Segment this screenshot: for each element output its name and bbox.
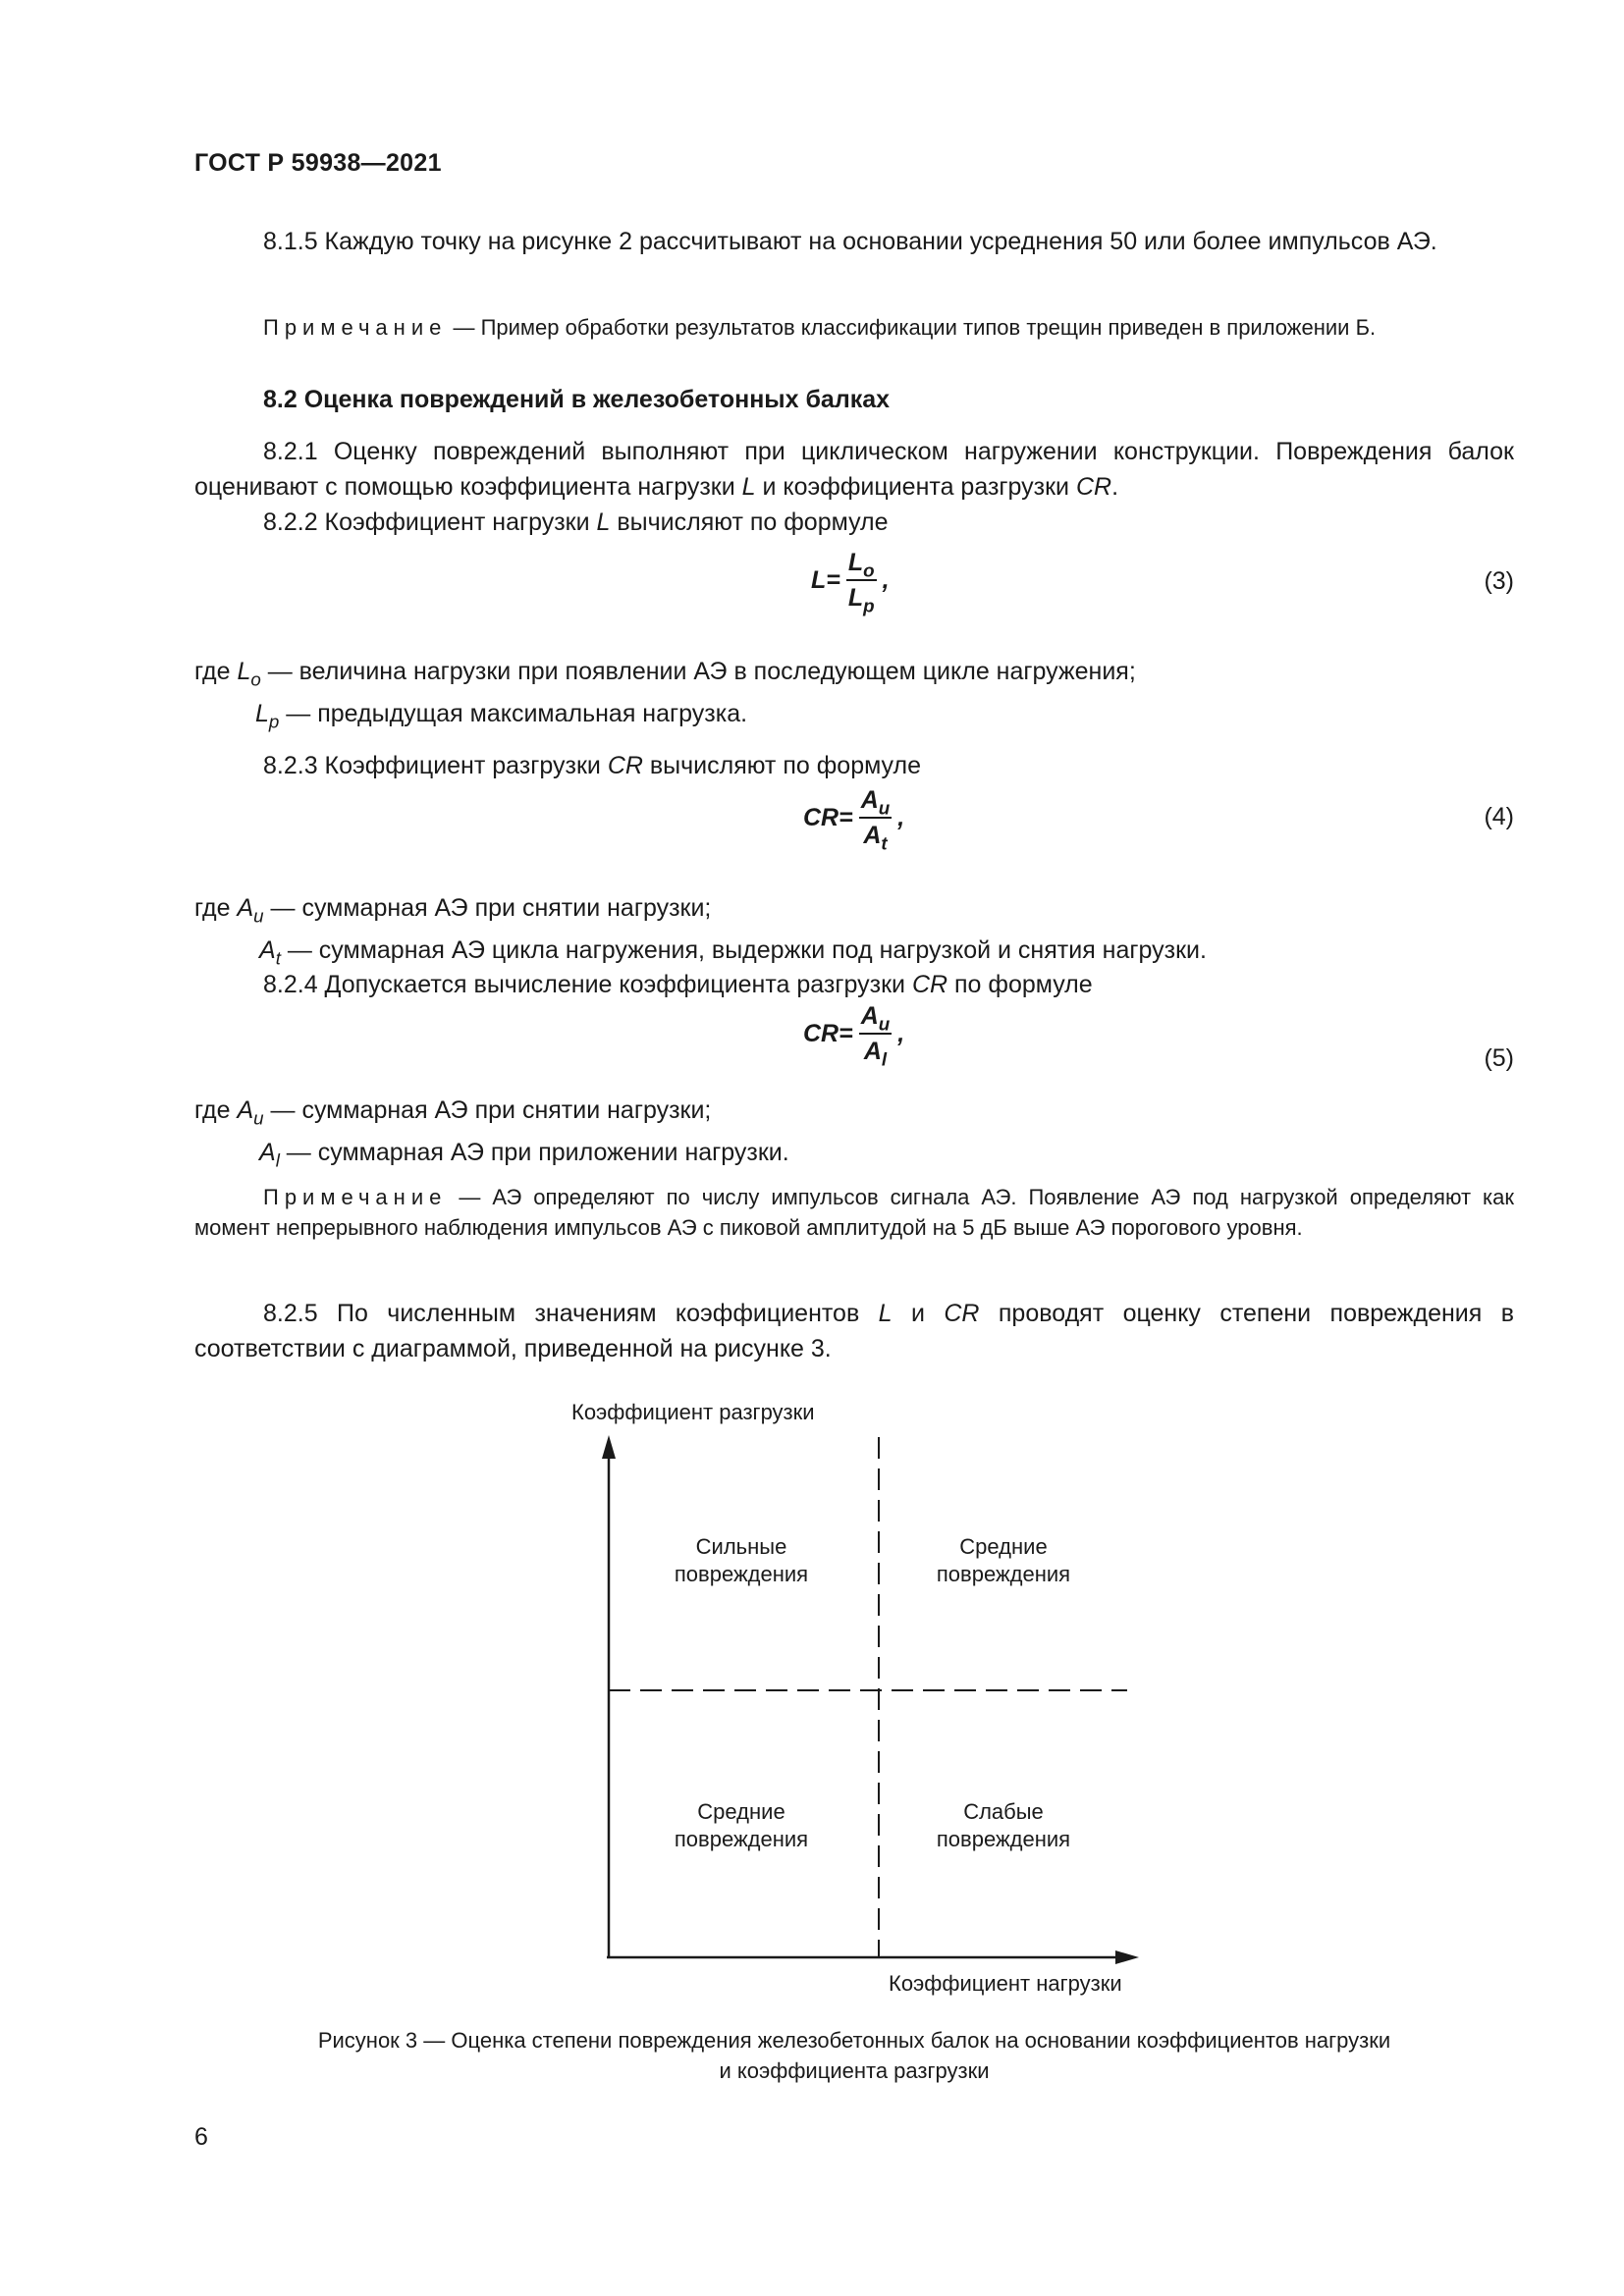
formula-5-tail: , (897, 1019, 905, 1047)
p822-var-l: L (596, 508, 611, 536)
formula-4-tail: , (897, 803, 905, 831)
quadrant-top-right-line-2: повреждения (936, 1562, 1071, 1586)
formula-4-num-sub: u (878, 797, 891, 819)
quadrant-top-left-line-2: повреждения (674, 1562, 809, 1586)
where-5b-text: — суммарная АЭ при приложении нагрузки. (279, 1139, 789, 1166)
note-1-label: Примечание (263, 315, 448, 340)
p824-text-end: по формуле (947, 971, 1093, 998)
where-5-text: — суммарная АЭ при снятии нагрузки; (263, 1096, 712, 1124)
formula-5-eq: = (839, 1019, 853, 1047)
quadrant-bottom-left-line-1: Средние (697, 1799, 785, 1824)
p821-var-cr: CR (1075, 473, 1112, 501)
p822-text-end: вычисляют по формуле (610, 508, 889, 536)
where-4b-symbol: A (259, 936, 276, 964)
p825-var-cr: CR (944, 1300, 980, 1327)
formula-4-num: A (860, 786, 879, 814)
formula-4-eq: = (839, 803, 853, 831)
section-title: 8.2 Оценка повреждений в железобетонных балках (263, 386, 891, 413)
quadrant-bottom-left (643, 1798, 839, 1853)
equation-number-5: (5) (1484, 1044, 1514, 1072)
figure-caption-line-2: и коэффициента разгрузки (719, 2058, 990, 2083)
formula-3-den: L (847, 584, 864, 612)
p823-text-end: вычисляют по формуле (642, 752, 922, 779)
quadrant-top-right-line-1: Средние (959, 1534, 1048, 1559)
note-2-text: — АЭ определяют по числу импульсов сигнала АЭ. Появление АЭ под нагрузкой определяют как момент непрерывного наблюдения импульсов АЭ с пиковой амплитудой на 5 дБ выше АЭ порогового уровня. (194, 1185, 1514, 1240)
quadrant-top-right (905, 1533, 1102, 1588)
formula-5-num-sub: u (878, 1013, 891, 1035)
paragraph-8-1-5: 8.1.5 Каждую точку на рисунке 2 рассчитывают на основании усреднения 50 или более импульсов АЭ. (263, 228, 1437, 255)
formula-5-den: A (863, 1038, 882, 1065)
where-4-symbol: A (237, 894, 254, 922)
quadrant-top-left (643, 1533, 839, 1588)
formula-3-num-sub: o (863, 560, 875, 581)
p824-text-start: 8.2.4 Допускается вычисление коэффициента разгрузки (263, 971, 912, 998)
p825-text-mid: и (892, 1300, 945, 1327)
where-3b-text: — предыдущая максимальная нагрузка. (279, 700, 748, 727)
quadrant-top-left-line-1: Сильные (695, 1534, 787, 1559)
quadrant-bottom-right-line-1: Слабые (963, 1799, 1044, 1824)
formula-5-num: A (860, 1002, 879, 1030)
formula-3-den-sub: p (863, 595, 875, 616)
p824-var-cr: CR (911, 971, 948, 998)
formula-4-den-sub: t (881, 832, 888, 854)
where-3b-symbol: L (255, 700, 269, 727)
formula-3-eq: = (826, 565, 840, 594)
where-3b-subscript: p (268, 711, 280, 732)
note-1-text: — Пример обработки результатов классификации типов трещин приведен в приложении Б. (447, 315, 1377, 340)
where-5-subscript: u (253, 1107, 264, 1129)
p825-var-l: L (878, 1300, 893, 1327)
formula-3-tail: , (882, 565, 890, 594)
where-3-subscript: o (250, 668, 261, 690)
equation-number-4: (4) (1484, 803, 1514, 830)
p825-text-end: проводят оценку степени повреждения в соответствии с диаграммой, приведенной на рисунке 3. (194, 1300, 1515, 1362)
p821-text-start: 8.2.1 Оценку повреждений выполняют при циклическом нагружении конструкции. Повреждения балок оценивают с помощью коэффициента нагрузки (194, 438, 1514, 501)
note-2-label: Примечание (263, 1185, 448, 1209)
where-3-text: — величина нагрузки при появлении АЭ в последующем цикле нагружения; (260, 658, 1136, 685)
p823-var-cr: CR (607, 752, 643, 779)
where-4-prefix: где (194, 894, 238, 922)
p825-text-start: 8.2.5 По численным значениям коэффициентов (263, 1300, 879, 1327)
p821-text-mid: и коэффициента разгрузки (755, 473, 1076, 501)
p821-text-end: . (1111, 473, 1119, 501)
formula-4-lhs: CR (803, 803, 839, 831)
page-number: 6 (194, 2123, 208, 2151)
figure-caption-line-1: Рисунок 3 — Оценка степени повреждения железобетонных балок на основании коэффициентов нагрузки (317, 2028, 1391, 2053)
x-axis-label: Коэффициент нагрузки (889, 1971, 1122, 1996)
formula-3-num: L (847, 549, 864, 576)
where-4b-subscript: t (275, 947, 281, 969)
document-header: ГОСТ Р 59938—2021 (194, 149, 442, 177)
p822-text-start: 8.2.2 Коэффициент нагрузки (263, 508, 597, 536)
where-5b-subscript: l (275, 1149, 280, 1171)
formula-5-lhs: CR (803, 1019, 839, 1047)
y-axis-label: Коэффициент разгрузки (571, 1400, 815, 1424)
where-4-text: — суммарная АЭ при снятии нагрузки; (263, 894, 712, 922)
where-3-prefix: где (194, 658, 238, 685)
quadrant-bottom-right (905, 1798, 1102, 1853)
where-5-symbol: A (237, 1096, 254, 1124)
where-4b-text: — суммарная АЭ цикла нагружения, выдержки под нагрузкой и снятия нагрузки. (280, 936, 1207, 964)
formula-3-lhs: L (811, 565, 827, 594)
y-axis-arrow-icon (602, 1435, 616, 1459)
where-3-symbol: L (237, 658, 251, 685)
quadrant-bottom-right-line-2: повреждения (936, 1827, 1071, 1851)
where-5b-symbol: A (259, 1139, 276, 1166)
p821-var-l: L (741, 473, 756, 501)
x-axis-arrow-icon (1115, 1950, 1139, 1964)
where-4-subscript: u (253, 905, 264, 927)
quadrant-bottom-left-line-2: повреждения (674, 1827, 809, 1851)
equation-number-3: (3) (1484, 567, 1514, 595)
p823-text-start: 8.2.3 Коэффициент разгрузки (263, 752, 608, 779)
where-5-prefix: где (194, 1096, 238, 1124)
formula-5-den-sub: l (881, 1048, 888, 1070)
formula-4-den: A (863, 822, 882, 849)
figure-caption (194, 2025, 1514, 2086)
